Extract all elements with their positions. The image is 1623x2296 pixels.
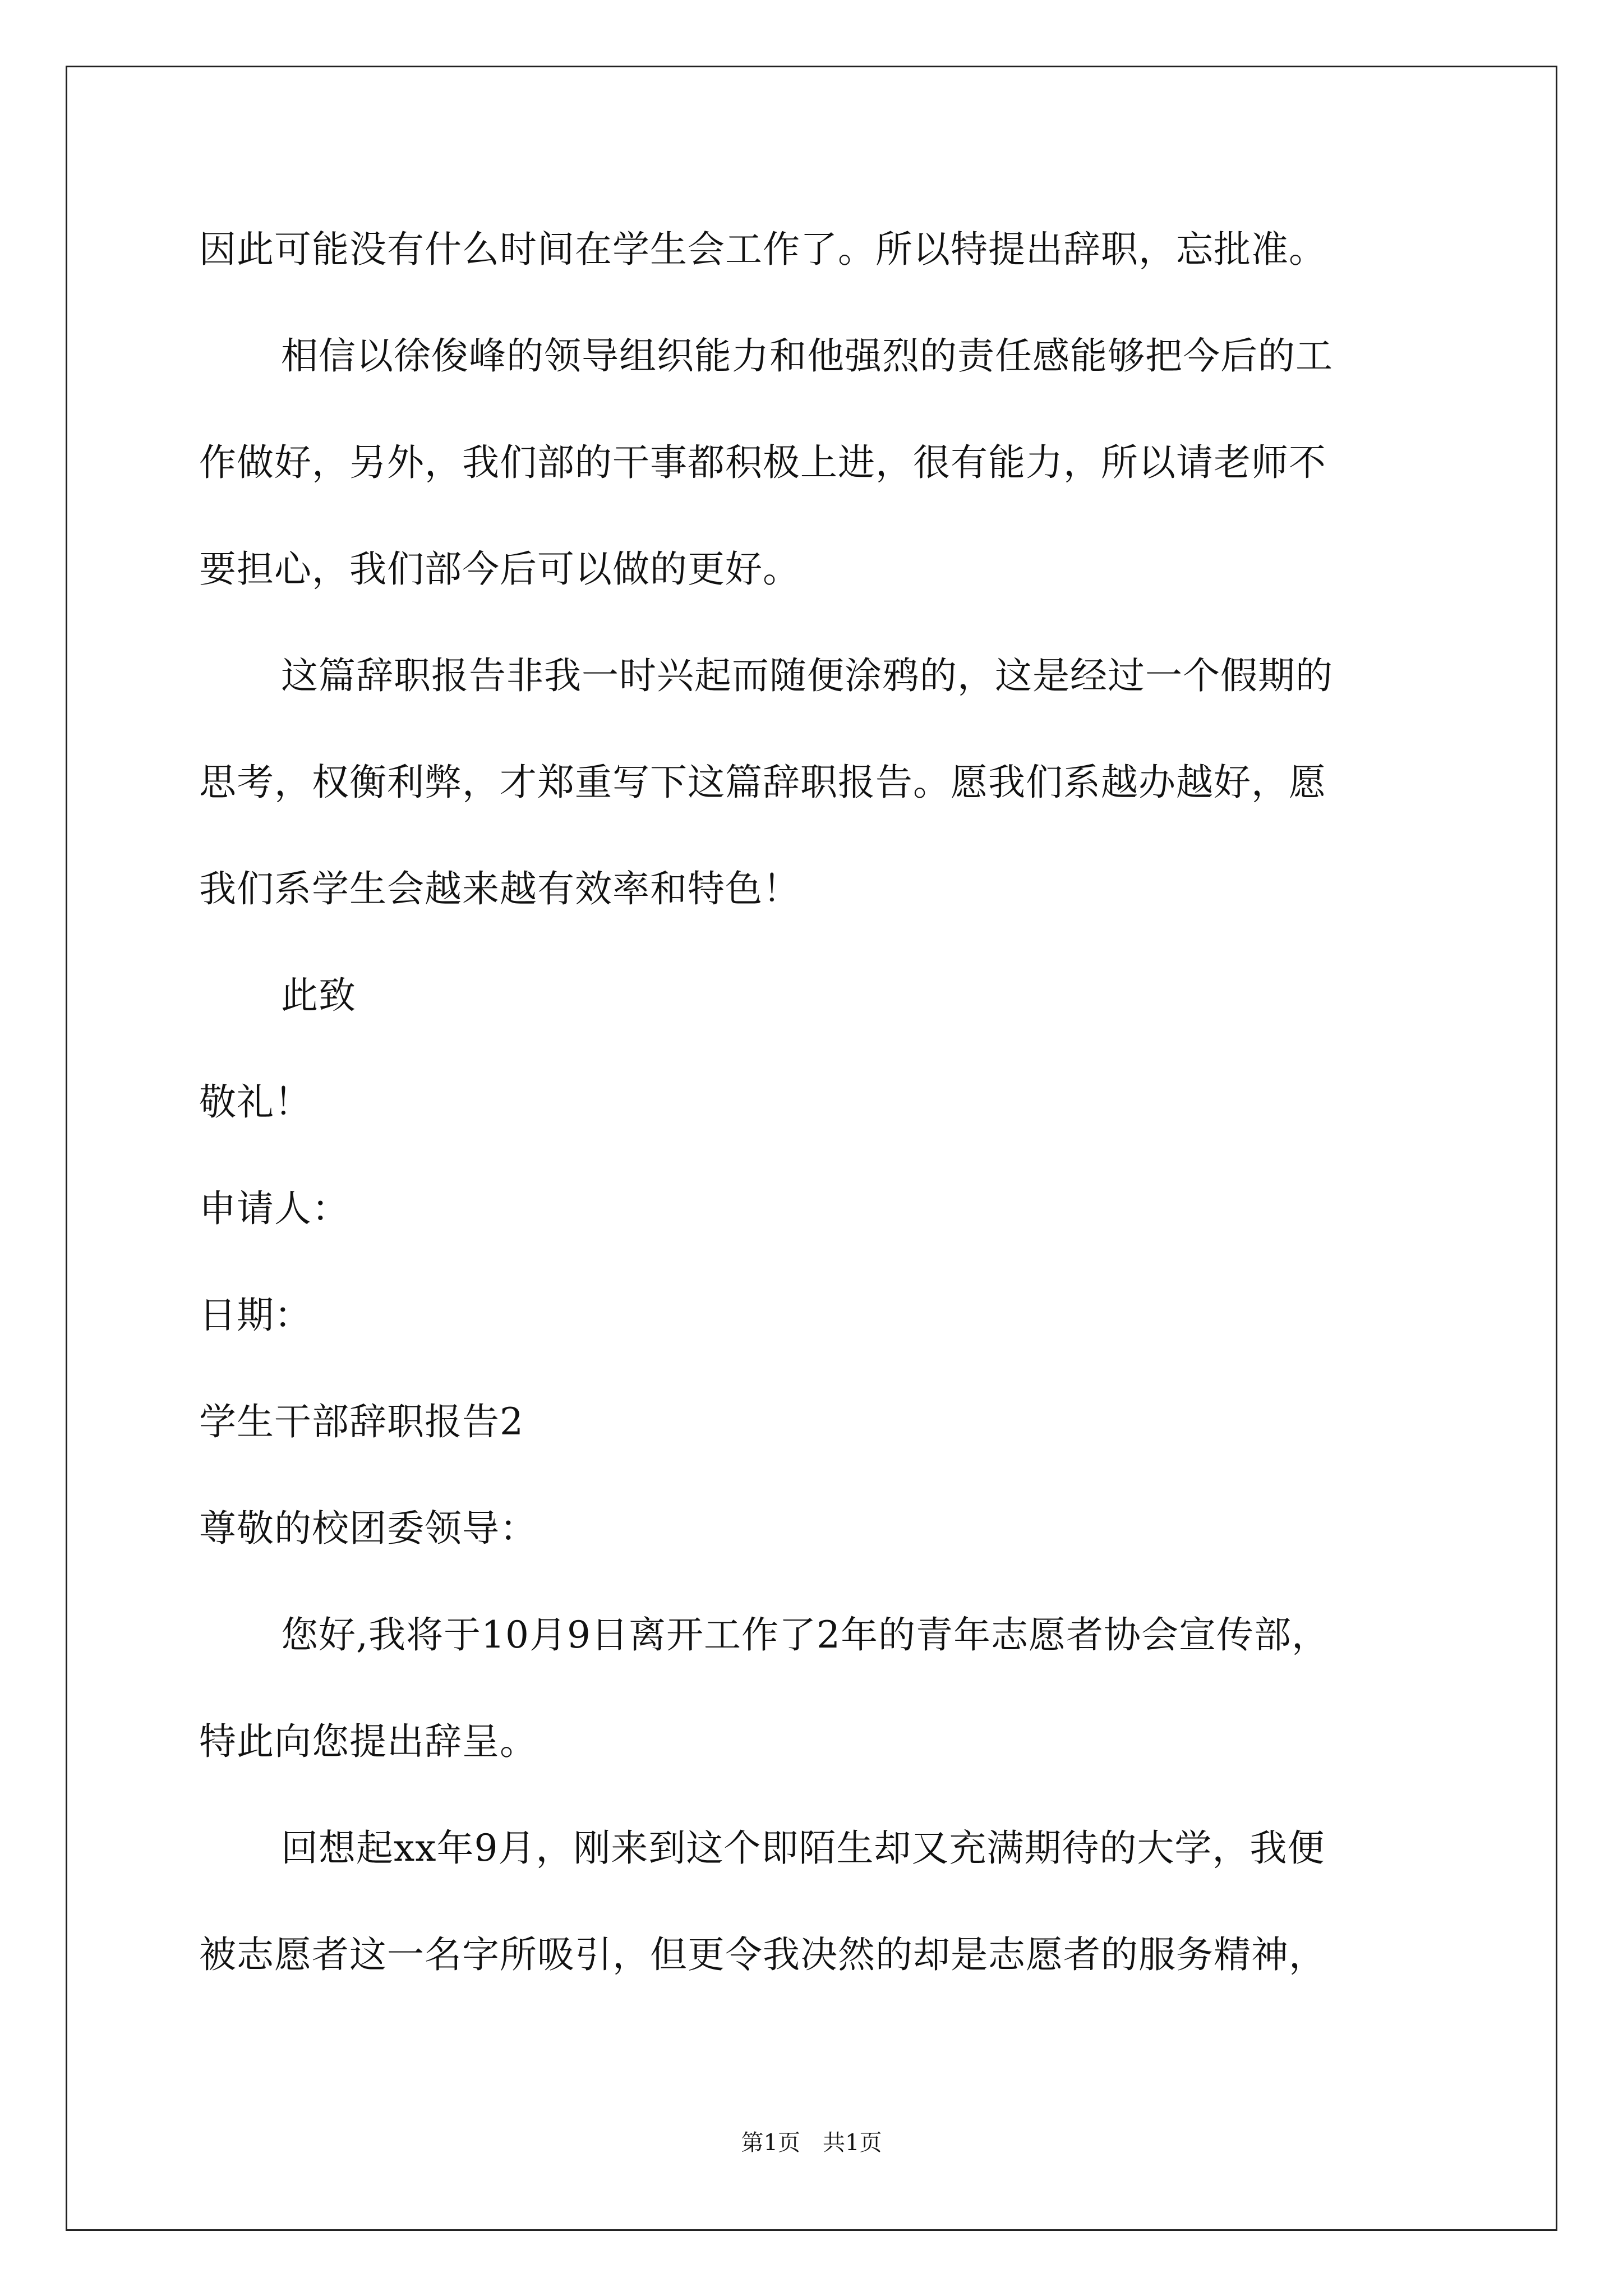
paragraph-line: 要担心，我们部今后可以做的更好。 (199, 547, 800, 591)
closing-line: 此致 (281, 974, 356, 1017)
paragraph-line: 被志愿者这一名字所吸引，但更令我决然的却是志愿者的服务精神， (199, 1933, 1326, 1976)
section-title: 学生干部辞职报告2 (199, 1400, 524, 1443)
greeting-line: 尊敬的校团委领导： (199, 1507, 537, 1550)
page-border (66, 66, 1557, 2231)
applicant-line: 申请人： (199, 1187, 349, 1230)
paragraph-line: 因此可能没有什么时间在学生会工作了。所以特提出辞职，忘批准。 (199, 228, 1326, 271)
paragraph-line: 我们系学生会越来越有效率和特色！ (199, 867, 800, 910)
paragraph-line: 这篇辞职报告非我一时兴起而随便涂鸦的，这是经过一个假期的 (281, 654, 1333, 697)
date-line: 日期： (199, 1294, 312, 1337)
salutation-line: 敬礼！ (199, 1080, 312, 1124)
paragraph-line: 相信以徐俊峰的领导组织能力和他强烈的责任感能够把今后的工 (281, 334, 1333, 378)
paragraph-line: 作做好，另外，我们部的干事都积极上进，很有能力，所以请老师不 (199, 441, 1326, 484)
page-footer: 第1页 共1页 (741, 2130, 882, 2156)
paragraph-line: 您好,我将于10月9日离开工作了2年的青年志愿者协会宣传部， (281, 1613, 1329, 1657)
paragraph-line: 特此向您提出辞呈。 (199, 1720, 537, 1763)
paragraph-line: 思考，权衡利弊，才郑重写下这篇辞职报告。愿我们系越办越好，愿 (199, 761, 1326, 804)
paragraph-line: 回想起xx年9月，刚来到这个即陌生却又充满期待的大学，我便 (281, 1826, 1325, 1870)
